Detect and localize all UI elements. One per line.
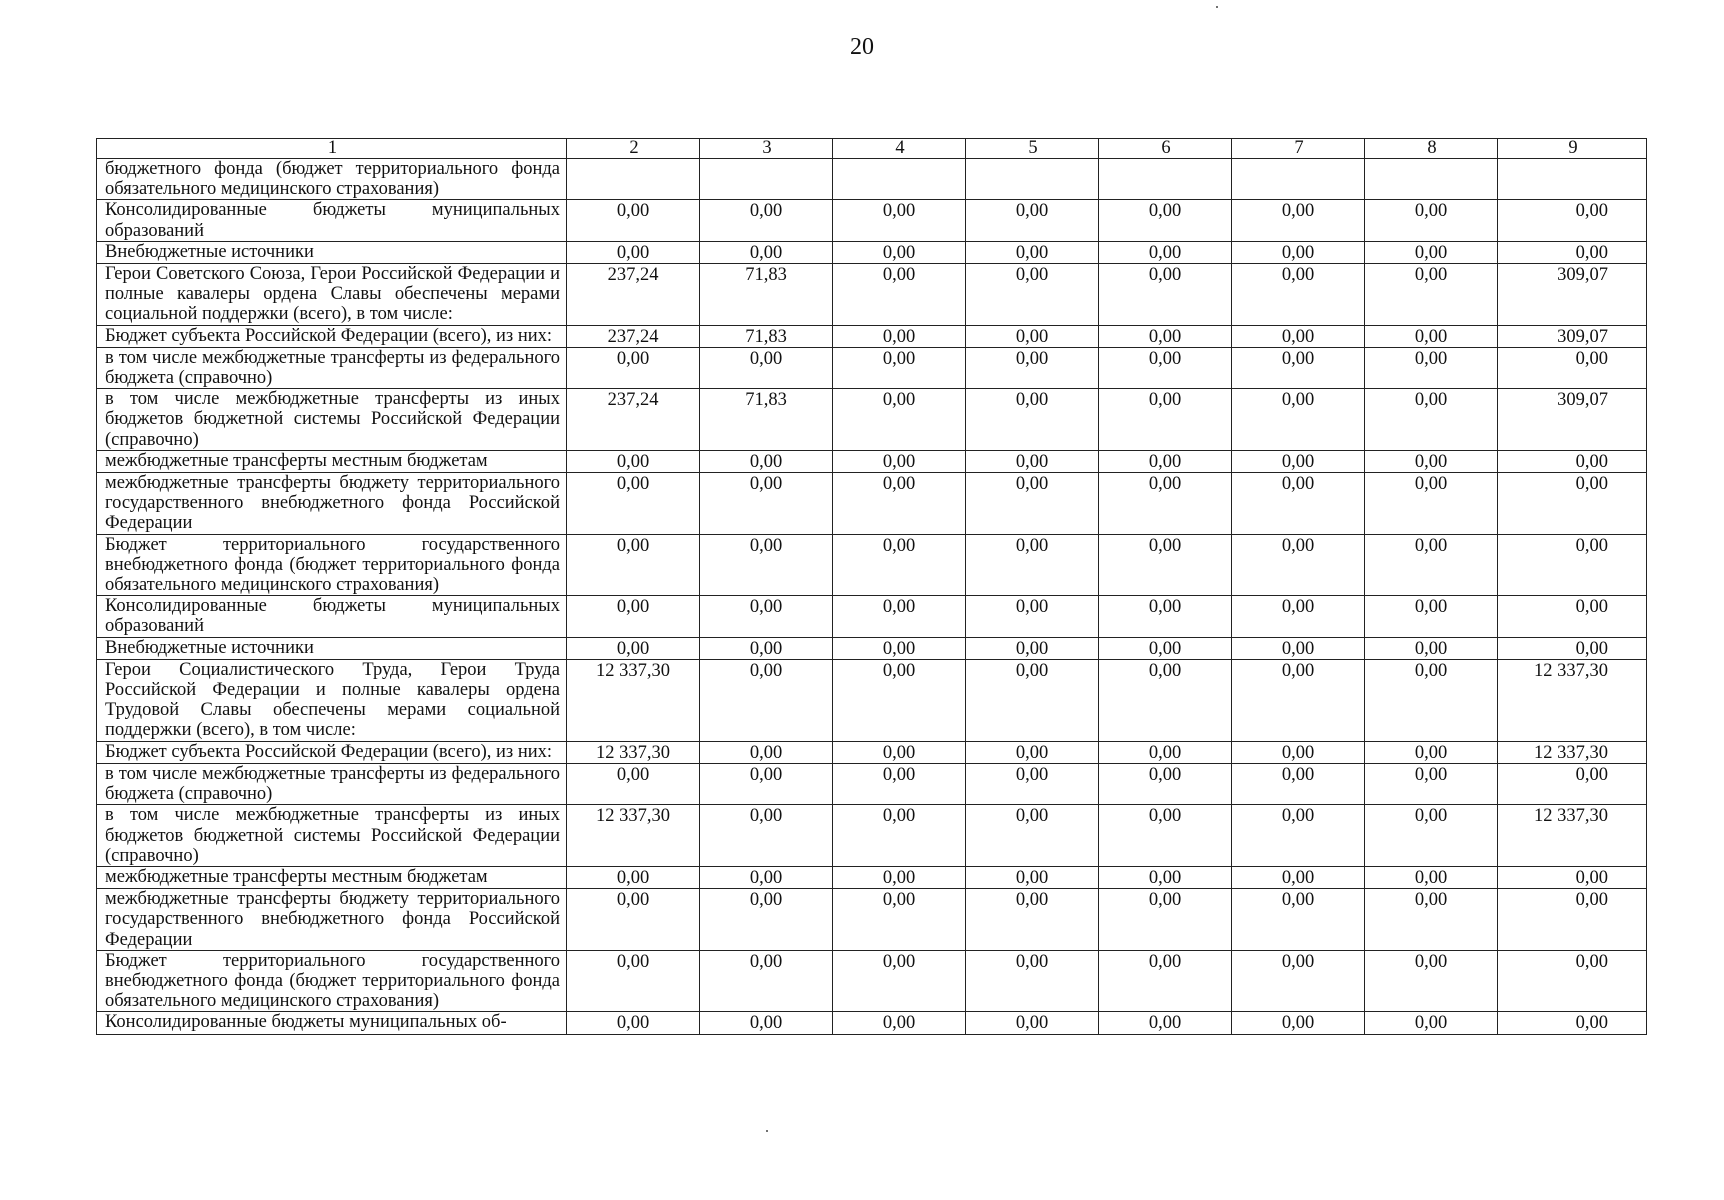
column-number: 4 xyxy=(833,139,966,159)
value-cell: 0,00 xyxy=(1099,741,1232,763)
table-row xyxy=(97,1012,1647,1034)
value-cell: 0,00 xyxy=(833,389,966,451)
value-cell: 0,00 xyxy=(966,596,1099,637)
row-label: Бюджет территориального государственного внебюджетного фонда (бюджет территориального фонда обязательного медицинского страхования) xyxy=(97,950,567,1012)
table-body xyxy=(97,139,1647,1035)
budget-table xyxy=(96,138,1647,1035)
value-cell: 0,00 xyxy=(966,534,1099,596)
value-cell: 0,00 xyxy=(966,325,1099,347)
value-cell: 0,00 xyxy=(833,950,966,1012)
value-cell: 0,00 xyxy=(966,763,1099,804)
value-cell: 0,00 xyxy=(1498,200,1647,241)
value-cell: 0,00 xyxy=(833,450,966,472)
value-cell: 309,07 xyxy=(1498,325,1647,347)
value-cell: 0,00 xyxy=(700,950,833,1012)
value-cell: 0,00 xyxy=(700,200,833,241)
value-cell: 0,00 xyxy=(567,200,700,241)
value-cell: 0,00 xyxy=(1099,200,1232,241)
value-cell: 0,00 xyxy=(1232,534,1365,596)
table-row xyxy=(97,389,1647,451)
value-cell: 12 337,30 xyxy=(1498,741,1647,763)
value-cell: 0,00 xyxy=(567,450,700,472)
column-number: 2 xyxy=(567,139,700,159)
value-cell: 0,00 xyxy=(1498,866,1647,888)
scan-artifact xyxy=(1216,6,1218,8)
value-cell: 0,00 xyxy=(1365,325,1498,347)
value-cell: 0,00 xyxy=(833,805,966,867)
value-cell: 0,00 xyxy=(1232,741,1365,763)
value-cell: 71,83 xyxy=(700,389,833,451)
value-cell: 0,00 xyxy=(567,950,700,1012)
value-cell: 12 337,30 xyxy=(567,741,700,763)
value-cell: 12 337,30 xyxy=(1498,659,1647,741)
value-cell: 0,00 xyxy=(1099,763,1232,804)
table-row xyxy=(97,159,1647,200)
value-cell: 0,00 xyxy=(1099,450,1232,472)
value-cell: 0,00 xyxy=(1232,473,1365,535)
value-cell: 0,00 xyxy=(567,889,700,951)
column-number: 5 xyxy=(966,139,1099,159)
row-label: Консолидированные бюджеты муниципальных образований xyxy=(97,200,567,241)
value-cell: 309,07 xyxy=(1498,264,1647,326)
column-number: 6 xyxy=(1099,139,1232,159)
value-cell: 0,00 xyxy=(1498,596,1647,637)
value-cell: 0,00 xyxy=(1498,241,1647,263)
value-cell: 71,83 xyxy=(700,325,833,347)
value-cell xyxy=(1232,159,1365,200)
value-cell: 0,00 xyxy=(1365,389,1498,451)
value-cell: 0,00 xyxy=(1498,637,1647,659)
column-number: 8 xyxy=(1365,139,1498,159)
value-cell: 0,00 xyxy=(1365,866,1498,888)
value-cell: 0,00 xyxy=(833,325,966,347)
value-cell: 0,00 xyxy=(1099,389,1232,451)
value-cell xyxy=(833,159,966,200)
value-cell: 0,00 xyxy=(833,637,966,659)
value-cell: 0,00 xyxy=(833,763,966,804)
row-label: Внебюджетные источники xyxy=(97,637,567,659)
value-cell: 0,00 xyxy=(1232,264,1365,326)
value-cell: 0,00 xyxy=(833,473,966,535)
table-row xyxy=(97,325,1647,347)
value-cell: 0,00 xyxy=(833,347,966,388)
value-cell: 0,00 xyxy=(966,659,1099,741)
value-cell: 0,00 xyxy=(700,805,833,867)
value-cell: 0,00 xyxy=(567,637,700,659)
row-label: в том числе межбюджетные трансферты из федерального бюджета (справочно) xyxy=(97,347,567,388)
row-label: Бюджет территориального государственного внебюджетного фонда (бюджет территориального фонда обязательного медицинского страхования) xyxy=(97,534,567,596)
value-cell: 0,00 xyxy=(966,866,1099,888)
value-cell: 0,00 xyxy=(1099,950,1232,1012)
table-row xyxy=(97,659,1647,741)
value-cell xyxy=(567,159,700,200)
value-cell: 0,00 xyxy=(1099,637,1232,659)
value-cell: 0,00 xyxy=(1232,389,1365,451)
value-cell: 0,00 xyxy=(966,389,1099,451)
value-cell: 0,00 xyxy=(700,534,833,596)
value-cell: 0,00 xyxy=(1498,763,1647,804)
value-cell: 0,00 xyxy=(567,534,700,596)
value-cell xyxy=(966,159,1099,200)
value-cell: 0,00 xyxy=(700,763,833,804)
table-row xyxy=(97,241,1647,263)
table-row xyxy=(97,741,1647,763)
value-cell: 0,00 xyxy=(1498,950,1647,1012)
value-cell: 0,00 xyxy=(700,450,833,472)
value-cell: 0,00 xyxy=(567,866,700,888)
value-cell: 0,00 xyxy=(1365,950,1498,1012)
value-cell: 0,00 xyxy=(1099,264,1232,326)
value-cell: 0,00 xyxy=(966,741,1099,763)
row-label: Герои Советского Союза, Герои Российской Федерации и полные кавалеры ордена Славы обеспечены мерами социальной поддержки (всего), в том числе: xyxy=(97,264,567,326)
value-cell: 237,24 xyxy=(567,325,700,347)
row-label: Бюджет субъекта Российской Федерации (всего), из них: xyxy=(97,741,567,763)
value-cell: 0,00 xyxy=(1365,347,1498,388)
value-cell: 0,00 xyxy=(1365,596,1498,637)
value-cell: 0,00 xyxy=(966,950,1099,1012)
value-cell: 0,00 xyxy=(567,473,700,535)
value-cell: 0,00 xyxy=(567,1012,700,1034)
value-cell: 0,00 xyxy=(1099,347,1232,388)
value-cell: 0,00 xyxy=(1498,534,1647,596)
value-cell: 0,00 xyxy=(1498,889,1647,951)
column-number: 7 xyxy=(1232,139,1365,159)
value-cell: 0,00 xyxy=(1232,659,1365,741)
table-row xyxy=(97,805,1647,867)
value-cell: 237,24 xyxy=(567,264,700,326)
value-cell: 0,00 xyxy=(966,241,1099,263)
value-cell: 0,00 xyxy=(1365,534,1498,596)
value-cell: 0,00 xyxy=(567,241,700,263)
value-cell: 0,00 xyxy=(700,596,833,637)
value-cell: 0,00 xyxy=(833,534,966,596)
value-cell: 0,00 xyxy=(1099,534,1232,596)
table-row xyxy=(97,889,1647,951)
value-cell: 0,00 xyxy=(1498,1012,1647,1034)
row-label: в том числе межбюджетные трансферты из иных бюджетов бюджетной системы Российской Федерации (справочно) xyxy=(97,389,567,451)
value-cell: 0,00 xyxy=(1232,637,1365,659)
row-label: Бюджет субъекта Российской Федерации (всего), из них: xyxy=(97,325,567,347)
row-label: межбюджетные трансферты бюджету территориального государственного внебюджетного фонда Российской Федерации xyxy=(97,473,567,535)
value-cell: 0,00 xyxy=(567,596,700,637)
value-cell: 0,00 xyxy=(567,763,700,804)
value-cell: 0,00 xyxy=(1232,1012,1365,1034)
value-cell: 0,00 xyxy=(966,264,1099,326)
value-cell: 0,00 xyxy=(1365,473,1498,535)
value-cell: 0,00 xyxy=(1365,200,1498,241)
value-cell: 0,00 xyxy=(1232,200,1365,241)
value-cell: 0,00 xyxy=(966,200,1099,241)
table-row xyxy=(97,950,1647,1012)
value-cell: 0,00 xyxy=(1099,596,1232,637)
value-cell: 0,00 xyxy=(1365,741,1498,763)
scan-artifact xyxy=(766,1130,768,1132)
value-cell: 0,00 xyxy=(966,805,1099,867)
value-cell: 0,00 xyxy=(1365,659,1498,741)
value-cell: 0,00 xyxy=(700,473,833,535)
value-cell: 0,00 xyxy=(1099,659,1232,741)
value-cell: 0,00 xyxy=(966,473,1099,535)
value-cell: 0,00 xyxy=(1365,637,1498,659)
table-row xyxy=(97,264,1647,326)
value-cell: 0,00 xyxy=(833,866,966,888)
value-cell: 0,00 xyxy=(833,889,966,951)
value-cell: 309,07 xyxy=(1498,389,1647,451)
value-cell: 0,00 xyxy=(833,741,966,763)
value-cell: 0,00 xyxy=(1232,241,1365,263)
value-cell: 0,00 xyxy=(1498,450,1647,472)
value-cell xyxy=(1498,159,1647,200)
table-row xyxy=(97,473,1647,535)
table-row xyxy=(97,450,1647,472)
value-cell xyxy=(700,159,833,200)
value-cell: 0,00 xyxy=(1232,866,1365,888)
value-cell: 0,00 xyxy=(700,889,833,951)
table-row xyxy=(97,347,1647,388)
value-cell: 0,00 xyxy=(700,347,833,388)
value-cell: 0,00 xyxy=(700,659,833,741)
value-cell: 0,00 xyxy=(966,637,1099,659)
value-cell: 0,00 xyxy=(1365,241,1498,263)
table-row xyxy=(97,763,1647,804)
value-cell: 0,00 xyxy=(1099,1012,1232,1034)
value-cell: 0,00 xyxy=(1232,805,1365,867)
value-cell: 0,00 xyxy=(1365,1012,1498,1034)
column-number: 3 xyxy=(700,139,833,159)
value-cell: 0,00 xyxy=(966,1012,1099,1034)
value-cell: 237,24 xyxy=(567,389,700,451)
value-cell: 0,00 xyxy=(1232,450,1365,472)
value-cell: 0,00 xyxy=(833,200,966,241)
row-label: межбюджетные трансферты местным бюджетам xyxy=(97,450,567,472)
table-row xyxy=(97,866,1647,888)
value-cell: 0,00 xyxy=(1099,889,1232,951)
table-row xyxy=(97,200,1647,241)
row-label: в том числе межбюджетные трансферты из федерального бюджета (справочно) xyxy=(97,763,567,804)
table-row xyxy=(97,534,1647,596)
table-row xyxy=(97,637,1647,659)
value-cell: 0,00 xyxy=(966,889,1099,951)
value-cell: 0,00 xyxy=(1099,325,1232,347)
column-number-row xyxy=(97,139,1647,159)
column-number: 1 xyxy=(97,139,567,159)
value-cell: 0,00 xyxy=(966,347,1099,388)
value-cell: 0,00 xyxy=(700,741,833,763)
value-cell xyxy=(1099,159,1232,200)
value-cell: 0,00 xyxy=(1232,596,1365,637)
row-label: Консолидированные бюджеты муниципальных об- xyxy=(97,1012,567,1034)
row-label: Герои Социалистического Труда, Герои Труда Российской Федерации и полные кавалеры ордена Трудовой Славы обеспечены мерами социальной поддержки (всего), в том числе: xyxy=(97,659,567,741)
value-cell: 0,00 xyxy=(700,637,833,659)
value-cell: 0,00 xyxy=(833,241,966,263)
value-cell: 0,00 xyxy=(833,1012,966,1034)
value-cell: 0,00 xyxy=(833,659,966,741)
value-cell: 0,00 xyxy=(1365,450,1498,472)
value-cell: 0,00 xyxy=(1498,347,1647,388)
row-label: Внебюджетные источники xyxy=(97,241,567,263)
row-label: межбюджетные трансферты местным бюджетам xyxy=(97,866,567,888)
value-cell: 0,00 xyxy=(1099,473,1232,535)
value-cell: 0,00 xyxy=(1232,763,1365,804)
value-cell: 0,00 xyxy=(1099,805,1232,867)
value-cell: 0,00 xyxy=(1232,347,1365,388)
value-cell: 0,00 xyxy=(1498,473,1647,535)
value-cell: 12 337,30 xyxy=(567,805,700,867)
value-cell: 0,00 xyxy=(833,264,966,326)
value-cell: 0,00 xyxy=(1232,950,1365,1012)
value-cell: 0,00 xyxy=(700,866,833,888)
value-cell: 0,00 xyxy=(966,450,1099,472)
value-cell: 0,00 xyxy=(1099,866,1232,888)
value-cell: 0,00 xyxy=(700,1012,833,1034)
value-cell: 0,00 xyxy=(1099,241,1232,263)
row-label: в том числе межбюджетные трансферты из иных бюджетов бюджетной системы Российской Федерации (справочно) xyxy=(97,805,567,867)
value-cell: 0,00 xyxy=(833,596,966,637)
row-label: бюджетного фонда (бюджет территориального фонда обязательного медицинского страхования) xyxy=(97,159,567,200)
value-cell: 0,00 xyxy=(1232,889,1365,951)
table-row xyxy=(97,596,1647,637)
value-cell: 71,83 xyxy=(700,264,833,326)
value-cell: 0,00 xyxy=(1365,763,1498,804)
page-number: 20 xyxy=(850,34,874,60)
value-cell: 0,00 xyxy=(1365,264,1498,326)
value-cell: 0,00 xyxy=(1365,805,1498,867)
value-cell: 0,00 xyxy=(1365,889,1498,951)
column-number: 9 xyxy=(1498,139,1647,159)
value-cell: 12 337,30 xyxy=(567,659,700,741)
value-cell: 0,00 xyxy=(700,241,833,263)
value-cell: 0,00 xyxy=(567,347,700,388)
value-cell: 0,00 xyxy=(1232,325,1365,347)
value-cell xyxy=(1365,159,1498,200)
row-label: межбюджетные трансферты бюджету территориального государственного внебюджетного фонда Российской Федерации xyxy=(97,889,567,951)
value-cell: 12 337,30 xyxy=(1498,805,1647,867)
row-label: Консолидированные бюджеты муниципальных образований xyxy=(97,596,567,637)
